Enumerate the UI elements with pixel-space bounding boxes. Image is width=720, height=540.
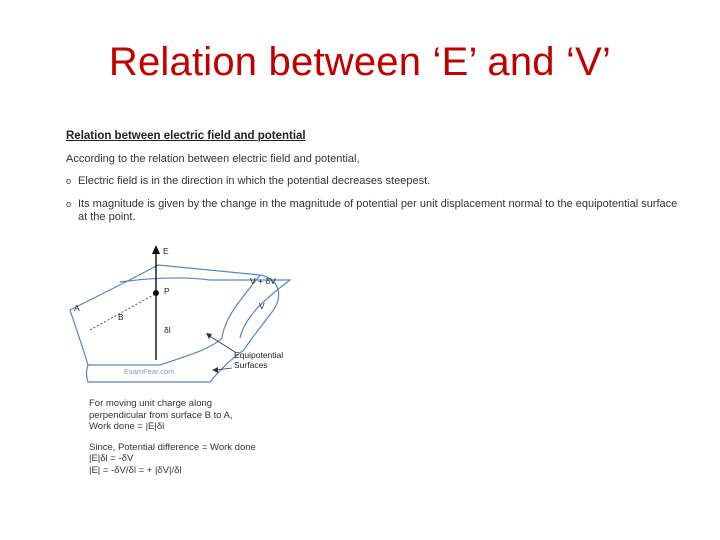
- content-body: [66, 130, 686, 234]
- label-v-plus-dv: V + δV: [250, 276, 276, 286]
- label-dl: δl: [164, 325, 171, 335]
- bullet-text: Its magnitude is given by the change in the magnitude of potential per unit displacement normal to the equipotential surface at the point.: [78, 198, 678, 223]
- notes-paragraph-2: [89, 442, 349, 477]
- bullet-marker: o: [66, 176, 72, 186]
- bullet-item: [66, 175, 686, 188]
- section-heading: Relation between electric field and potential: [66, 130, 306, 142]
- notes-paragraph-1: [89, 398, 349, 433]
- notes-line: |E|δl = -δV: [89, 453, 134, 464]
- notes-line: |E| = -δV/δl = + |δV|/δl: [89, 464, 182, 476]
- point-p: [153, 290, 159, 296]
- label-surfaces: Surfaces: [234, 360, 268, 370]
- label-p: P: [164, 286, 170, 296]
- surface-right-edge: [244, 275, 279, 350]
- pointer-line-2: [216, 368, 232, 370]
- e-axis-arrowhead: [152, 245, 160, 254]
- label-v: V: [259, 301, 265, 311]
- label-b: B: [118, 312, 124, 322]
- notes-line: perpendicular from surface B to A,: [89, 409, 233, 421]
- watermark: ExamFear.com: [124, 367, 175, 376]
- bullet-item: [66, 198, 686, 224]
- bullet-marker: o: [66, 199, 72, 209]
- intro-text: According to the relation between electric field and potential,: [66, 153, 360, 165]
- bullet-text: Electric field is in the direction in which the potential decreases steepest.: [78, 175, 431, 187]
- notes-line: Work done = |E|δl: [89, 421, 165, 432]
- notes-line: For moving unit charge along: [89, 398, 213, 409]
- notes-line: Since, Potential difference = Work done: [89, 441, 256, 453]
- equipotential-diagram: [60, 240, 320, 390]
- pointer-arrowhead-2: [212, 367, 218, 373]
- label-a: A: [74, 303, 80, 313]
- label-e: E: [163, 246, 169, 256]
- diagram-svg: [60, 240, 320, 390]
- derivation-notes: [89, 398, 349, 485]
- label-equipotential: Equipotential: [234, 350, 284, 360]
- slide-title: Relation between ‘E’ and ‘V’: [108, 40, 612, 84]
- surface-bottom-edge: [87, 350, 245, 382]
- bullet-list: [66, 175, 686, 224]
- pointer-arrowhead-1: [206, 333, 212, 339]
